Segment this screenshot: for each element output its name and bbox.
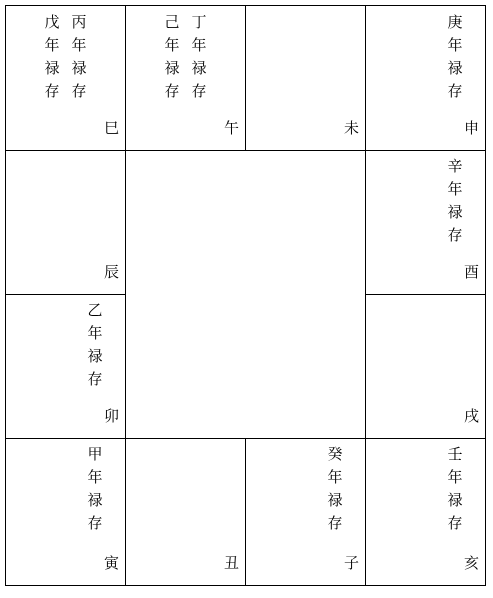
branch-label: 辰 <box>104 263 120 281</box>
stem-char: 禄 <box>447 203 463 221</box>
stem-char: 年 <box>191 36 207 54</box>
lucun-stem-bing <box>70 11 88 103</box>
palace-shen <box>365 5 486 151</box>
stem-char: 禄 <box>447 491 463 509</box>
lucun-stem-ren <box>446 443 464 535</box>
stem-char: 存 <box>327 514 343 532</box>
palace-chou <box>125 438 246 586</box>
branch-label: 巳 <box>104 119 120 137</box>
lucun-stem-ji <box>163 11 181 103</box>
stem-char: 存 <box>44 82 60 100</box>
stem-char: 存 <box>71 82 87 100</box>
stem-char: 丙 <box>71 13 87 31</box>
stem-char: 己 <box>164 13 180 31</box>
branch-label: 戌 <box>464 407 480 425</box>
stem-char: 禄 <box>44 59 60 77</box>
stem-char: 戊 <box>44 13 60 31</box>
palace-si <box>5 5 126 151</box>
palace-hai <box>365 438 486 586</box>
lucun-stem-xin <box>446 155 464 247</box>
palace-you <box>365 150 486 295</box>
branch-label: 丑 <box>224 554 240 572</box>
stem-char: 禄 <box>71 59 87 77</box>
stem-char: 禄 <box>87 347 103 365</box>
palace-wei <box>245 5 366 151</box>
stem-char: 年 <box>87 468 103 486</box>
stem-char: 辛 <box>447 157 463 175</box>
stem-char: 壬 <box>447 445 463 463</box>
lucun-stem-yi <box>86 299 104 391</box>
stem-char: 年 <box>164 36 180 54</box>
branch-label: 亥 <box>464 554 480 572</box>
branch-label: 酉 <box>464 263 480 281</box>
branch-label: 卯 <box>104 407 120 425</box>
palace-chen <box>5 150 126 295</box>
palace-mao <box>5 294 126 439</box>
palace-xu <box>365 294 486 439</box>
lucun-stem-geng <box>446 11 464 103</box>
stem-char: 禄 <box>447 59 463 77</box>
stem-char: 禄 <box>191 59 207 77</box>
stem-char: 丁 <box>191 13 207 31</box>
lucun-stem-ding <box>190 11 208 103</box>
stem-char: 庚 <box>447 13 463 31</box>
stem-char: 存 <box>87 370 103 388</box>
branch-label: 子 <box>344 554 360 572</box>
stem-char: 年 <box>44 36 60 54</box>
stem-char: 存 <box>447 82 463 100</box>
stem-char: 癸 <box>327 445 343 463</box>
palace-wu <box>125 5 246 151</box>
stem-char: 年 <box>447 36 463 54</box>
branch-label: 申 <box>464 119 480 137</box>
stem-char: 禄 <box>87 491 103 509</box>
palace-yin <box>5 438 126 586</box>
lucun-stem-gui <box>326 443 344 535</box>
palace-zi <box>245 438 366 586</box>
branch-label: 未 <box>344 119 360 137</box>
branch-label: 寅 <box>104 554 120 572</box>
stem-char: 禄 <box>327 491 343 509</box>
stem-char: 存 <box>164 82 180 100</box>
stem-char: 年 <box>447 180 463 198</box>
stem-char: 禄 <box>164 59 180 77</box>
stem-char: 年 <box>327 468 343 486</box>
lucun-stem-jia <box>86 443 104 535</box>
stem-char: 存 <box>447 226 463 244</box>
stem-char: 甲 <box>87 445 103 463</box>
lucun-stem-wu <box>43 11 61 103</box>
stem-char: 乙 <box>87 301 103 319</box>
stem-char: 年 <box>447 468 463 486</box>
stem-char: 存 <box>191 82 207 100</box>
stem-char: 存 <box>87 514 103 532</box>
stem-char: 存 <box>447 514 463 532</box>
stem-char: 年 <box>87 324 103 342</box>
branch-label: 午 <box>224 119 240 137</box>
stem-char: 年 <box>71 36 87 54</box>
